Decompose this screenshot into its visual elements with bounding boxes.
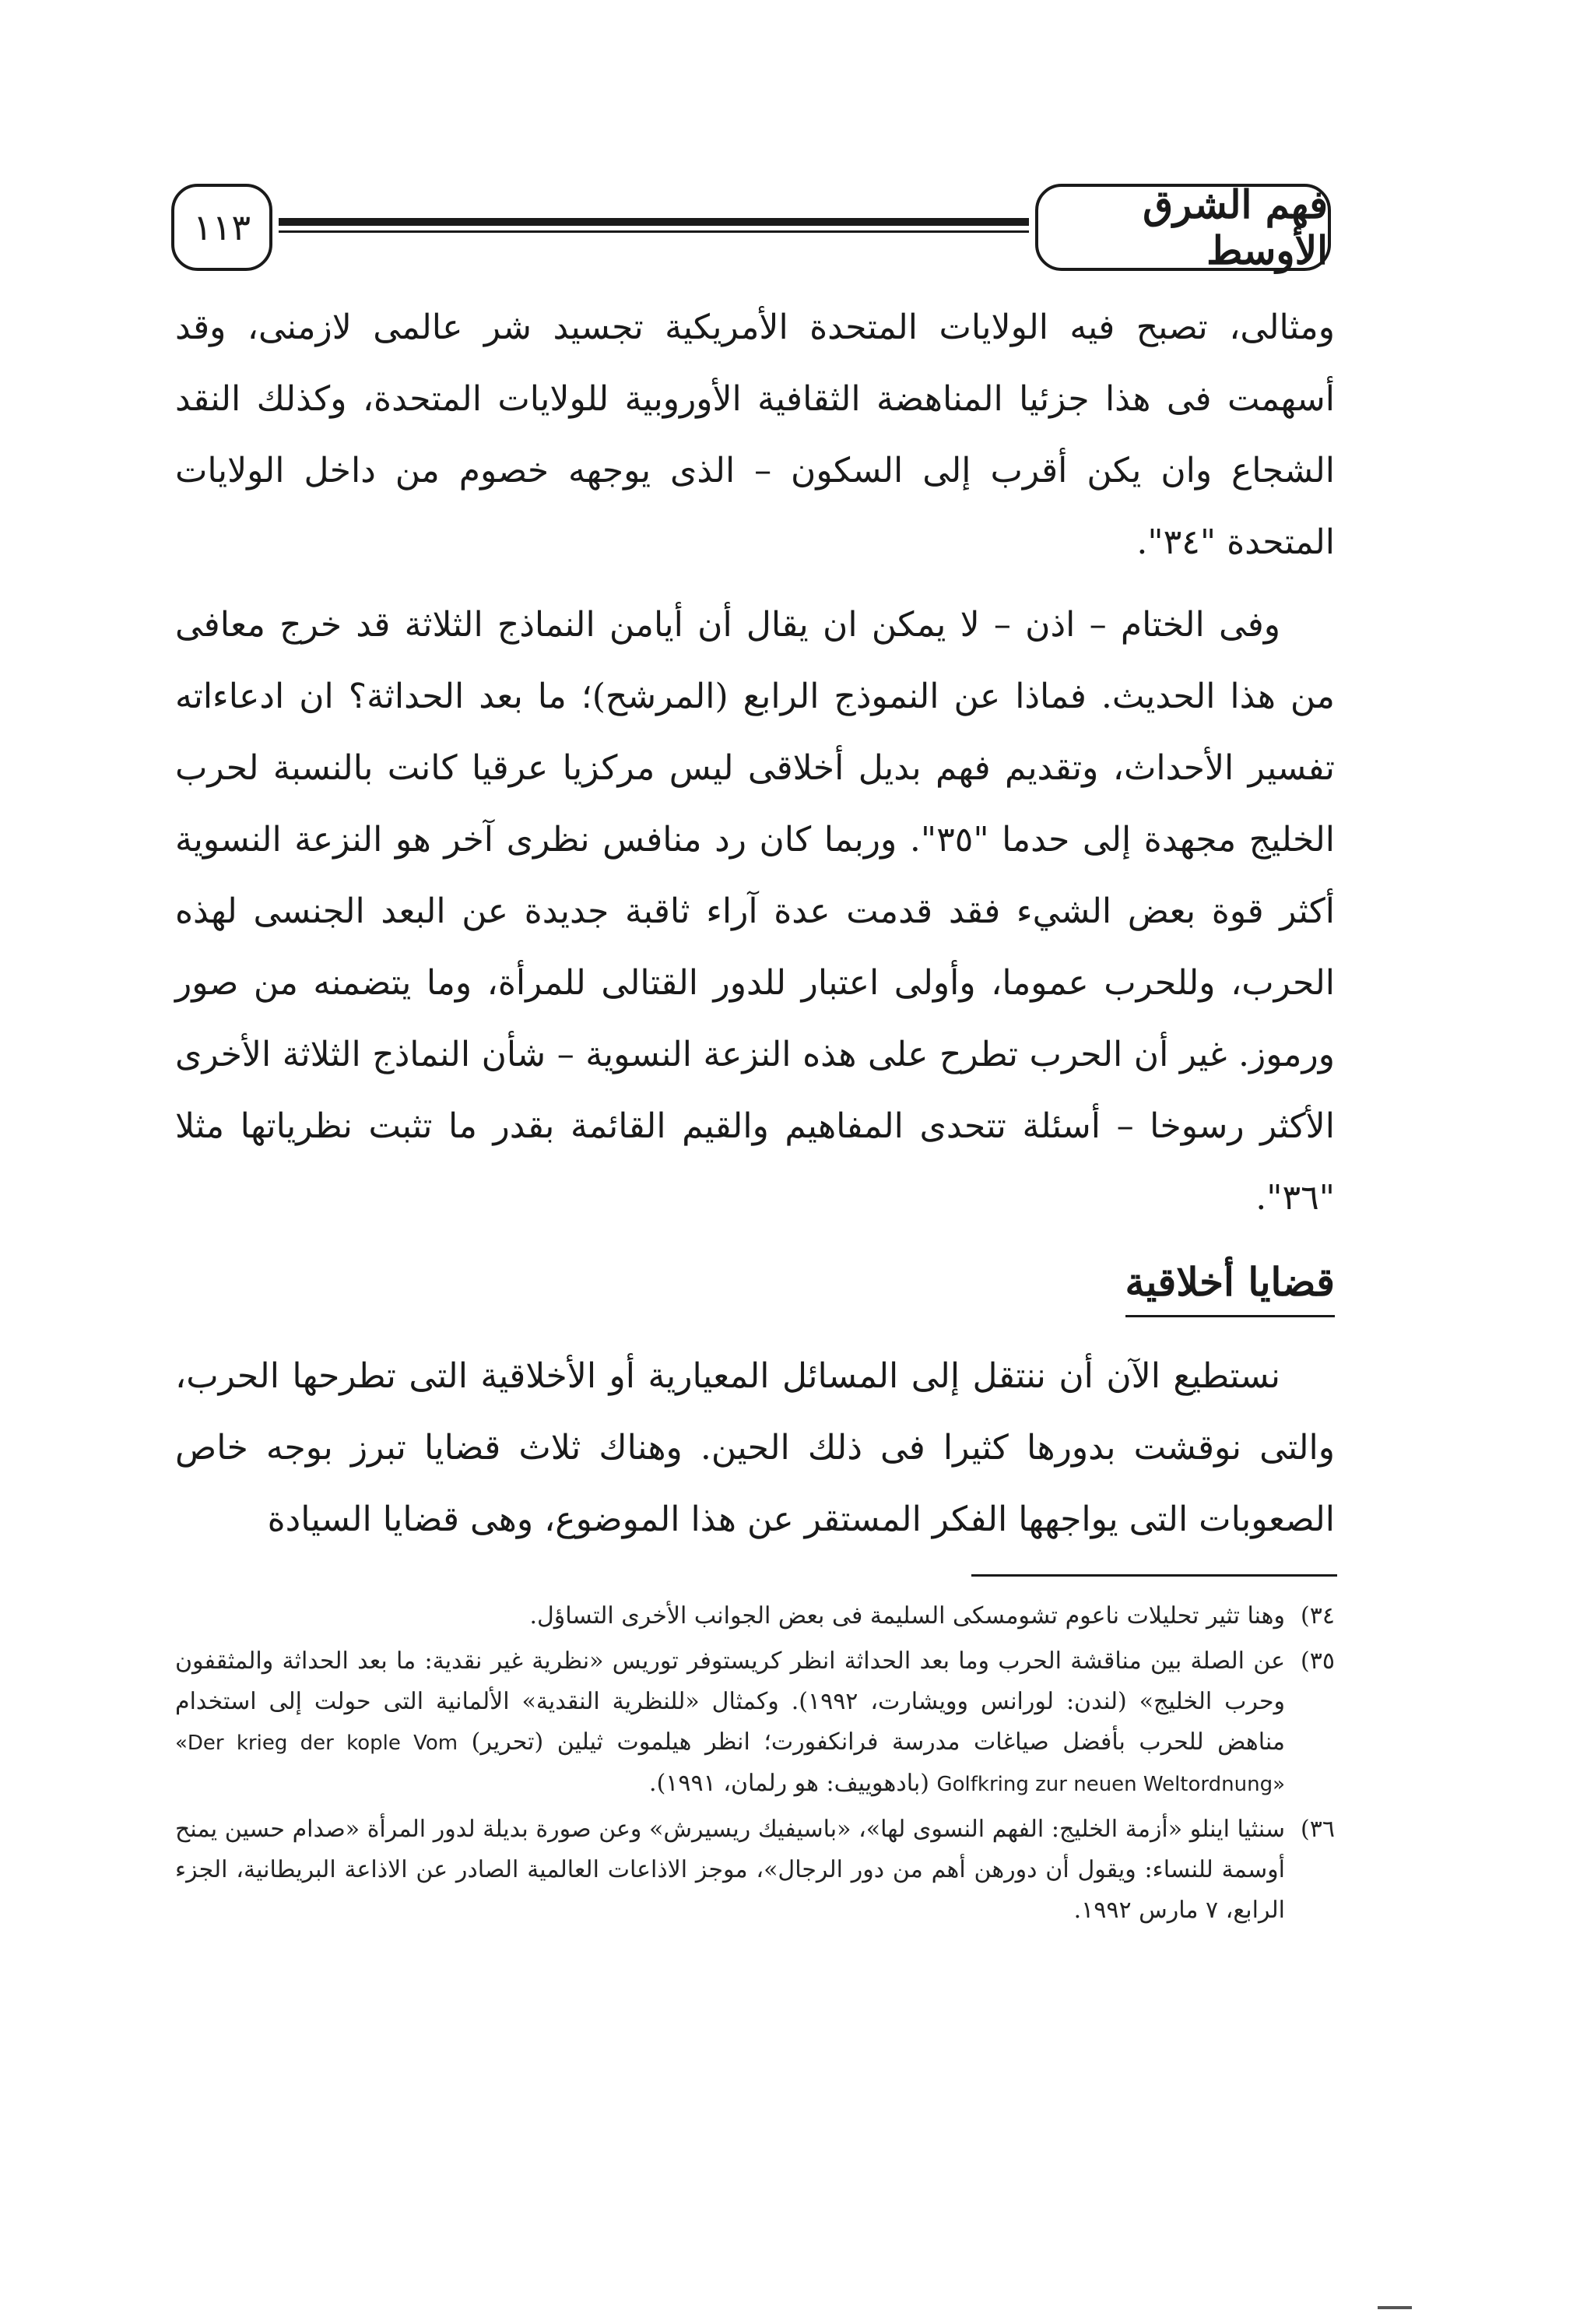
footnote-text: سنثيا اينلو «أزمة الخليج: الفهم النسوى لها»، «باسيفيك ريسيرش» وعن صورة بديلة لدور المرأة «صدام حسين يمنح أوسمة للنساء: ويقول أن دورهن أهم من دور الرجال»، موجز الاذاعات العالمية الصادر عن الاذاعة البريطانية، الجزء الرابع، ٧ مارس ١٩٩٢. <box>175 1816 1285 1924</box>
body-text <box>175 292 1335 1556</box>
footnote-text-part: (بادهوييف: هو رلمان، ١٩٩١). <box>649 1770 929 1797</box>
footnote-text <box>175 1641 1285 1805</box>
footnote-36 <box>175 1809 1335 1931</box>
running-header-title: فهم الشرق الأوسط <box>1035 184 1331 271</box>
footnote-35 <box>175 1641 1335 1805</box>
paragraph-2: وفى الختام – اذن – لا يمكن ان يقال أن أيامن النماذج الثلاثة قد خرج معافى من هذا الحديث. فماذا عن النموذج الرابع (المرشح)؛ ما بعد الحداثة؟ ان ادعاءاته تفسير الأحداث، وتقديم فهم بديل أخلاقى ليس مركزيا عرقيا كانت بالنسبة لحرب الخليج مجهدة إلى حدما "٣٥". وربما كان رد منافس نظرى آخر هو النزعة النسوية أكثر قوة بعض الشيء فقد قدمت عدة آراء ثاقبة جديدة عن البعد الجنسى لهذه الحرب، وللحرب عموما، وأولى اعتبار للدور القتالى للمرأة، وما يتضمنه من صور ورموز. غير أن الحرب تطرح على هذه النزعة النسوية – شأن النماذج الثلاثة الأخرى الأكثر رسوخا – أسئلة تتحدى المفاهيم والقيم القائمة بقدر ما تثبت نظرياتها مثلا "٣٦". <box>175 605 1336 1218</box>
footnote-text-part: عن الصلة بين مناقشة الحرب وما بعد الحداثة انظر كريستوفر توريس «نظرية غير نقدية: ما بعد الحداثة والمثقفون وحرب الخليج» (لندن: لورانس وويشارت، ١٩٩٢). وكمثال «للنظرية النقدية» الألمانية التى حولت إلى استخدام مناهض للحرب بأفضل صياغات مدرسة فرانكفورت؛ انظر هيلموت ثيلين (تحرير) <box>175 1647 1285 1756</box>
footnote-number: ٣٦) <box>1301 1816 1335 1843</box>
footnotes <box>175 1596 1335 1935</box>
footnote-separator <box>971 1574 1337 1577</box>
running-header <box>171 181 1331 276</box>
scan-mark <box>1378 2306 1412 2309</box>
paragraph-3: نستطيع الآن أن ننتقل إلى المسائل المعيارية أو الأخلاقية التى تطرحها الحرب، والتى نوقشت بدورها كثيرا فى ذلك الحين. وهناك ثلاث قضايا تبرز بوجه خاص الصعوبات التى يواجهها الفكر المستقر عن هذا الموضوع، وهى قضايا السيادة <box>175 1356 1335 1539</box>
section-heading-text: قضايا أخلاقية <box>1125 1253 1335 1317</box>
footnote-number: ٣٥) <box>1301 1647 1335 1675</box>
footnote-number: ٣٤) <box>1301 1602 1335 1630</box>
footnote-34 <box>175 1596 1335 1637</box>
header-rule <box>279 218 1029 226</box>
footnote-text: وهنا تثير تحليلات ناعوم تشومسكى السليمة فى بعض الجوانب الأخرى التساؤل. <box>529 1602 1285 1630</box>
paragraph-1: ومثالى، تصبح فيه الولايات المتحدة الأمريكية تجسيد شر عالمى لازمنى، وقد أسهمت فى هذا جزئيا المناهضة الثقافية الأوروبية للولايات المتحدة، وكذلك النقد الشجاع وان يكن أقرب إلى السكون – الذى يوجهه خصوم من داخل الولايات المتحدة "٣٤". <box>175 308 1335 562</box>
header-rule-thin <box>279 230 1029 233</box>
section-heading <box>175 1253 1335 1317</box>
page-number: ١١٣ <box>171 184 272 271</box>
footnote-latin-title: «Der krieg der kople Vom Golfkring zur neuen Weltordnung» <box>175 1732 1285 1796</box>
